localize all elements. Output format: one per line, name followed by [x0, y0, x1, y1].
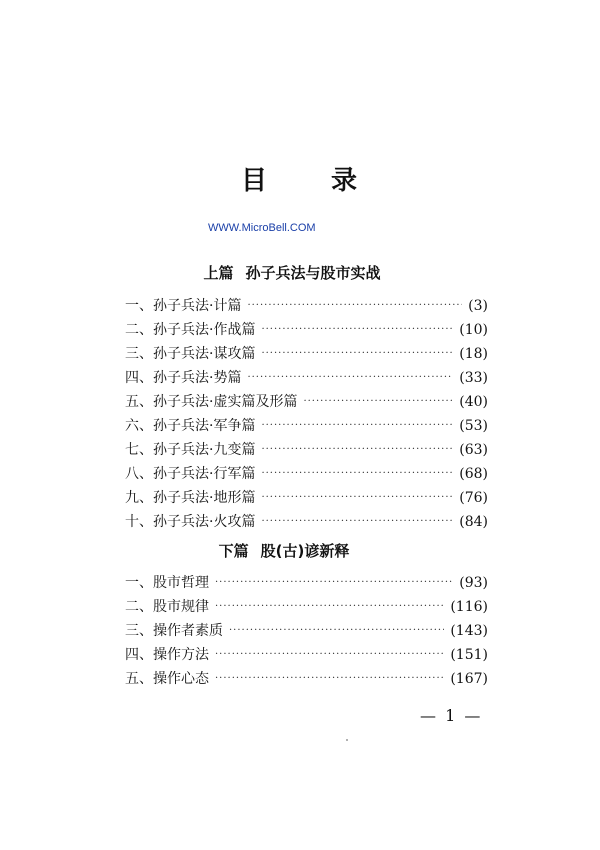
- dot-leader: [247, 366, 453, 390]
- toc-entry-label: 五、孙子兵法·虚实篇及形篇: [125, 394, 298, 410]
- page-number: — 1 —: [420, 706, 483, 725]
- toc-entry[interactable]: [125, 342, 488, 366]
- page-title: [0, 160, 600, 197]
- toc-entry[interactable]: [125, 667, 488, 691]
- toc-entry-page: (10): [459, 322, 488, 338]
- toc-entry[interactable]: [125, 486, 488, 510]
- dot-leader: [229, 619, 444, 643]
- watermark-text: WWW.MicroBell.COM: [208, 222, 316, 234]
- toc-entry[interactable]: [125, 294, 488, 318]
- toc-entry-label: 八、孙子兵法·行军篇: [125, 466, 256, 482]
- title-char-1: 目: [240, 166, 269, 196]
- toc-entry-label: 七、孙子兵法·九变篇: [125, 442, 256, 458]
- toc-entry-label: 五、操作心态: [125, 671, 209, 687]
- toc-entry-page: (40): [459, 394, 488, 410]
- part2-toc-list: [125, 571, 488, 691]
- scan-speck: [346, 739, 348, 741]
- toc-entry[interactable]: [125, 390, 488, 414]
- part1-title: 孙子兵法与股市实战: [245, 264, 381, 282]
- part2-title: 股(古)谚新释: [260, 542, 350, 560]
- toc-entry-label: 九、孙子兵法·地形篇: [125, 490, 256, 506]
- toc-entry[interactable]: [125, 571, 488, 595]
- dot-leader: [261, 414, 453, 438]
- toc-entry-page: (143): [450, 623, 488, 639]
- toc-entry[interactable]: [125, 318, 488, 342]
- dot-leader: [261, 318, 453, 342]
- dot-leader: [261, 486, 453, 510]
- toc-entry-label: 三、操作者素质: [125, 623, 223, 639]
- toc-entry[interactable]: [125, 510, 488, 534]
- title-char-2: 录: [331, 166, 360, 196]
- dot-leader: [261, 510, 453, 534]
- toc-entry[interactable]: [125, 438, 488, 462]
- toc-entry-page: (151): [450, 647, 488, 663]
- toc-entry-label: 十、孙子兵法·火攻篇: [125, 514, 256, 530]
- dot-leader: [261, 342, 453, 366]
- toc-entry-page: (3): [468, 298, 488, 314]
- toc-entry[interactable]: [125, 595, 488, 619]
- toc-entry[interactable]: [125, 643, 488, 667]
- dot-leader: [215, 571, 453, 595]
- toc-entry[interactable]: [125, 462, 488, 486]
- toc-entry-label: 二、孙子兵法·作战篇: [125, 322, 256, 338]
- part2-label: 下篇: [218, 542, 249, 560]
- part1-label: 上篇: [203, 264, 234, 282]
- toc-entry-page: (93): [459, 575, 488, 591]
- toc-entry[interactable]: [125, 619, 488, 643]
- toc-entry[interactable]: [125, 366, 488, 390]
- toc-entry-page: (68): [459, 466, 488, 482]
- toc-entry-label: 四、孙子兵法·势篇: [125, 370, 242, 386]
- part1-heading: [0, 262, 592, 283]
- toc-entry-label: 一、股市哲理: [125, 575, 209, 591]
- part1-toc-list: [125, 294, 488, 534]
- dot-leader: [247, 294, 462, 318]
- toc-entry-page: (116): [450, 599, 488, 615]
- dot-leader: [261, 462, 453, 486]
- toc-entry-label: 三、孙子兵法·谋攻篇: [125, 346, 256, 362]
- dot-leader: [303, 390, 453, 414]
- toc-entry[interactable]: [125, 414, 488, 438]
- dot-leader: [261, 438, 453, 462]
- toc-entry-page: (18): [459, 346, 488, 362]
- dot-leader: [215, 667, 444, 691]
- toc-entry-page: (76): [459, 490, 488, 506]
- toc-entry-page: (33): [459, 370, 488, 386]
- toc-entry-label: 一、孙子兵法·计篇: [125, 298, 242, 314]
- dot-leader: [215, 595, 444, 619]
- toc-entry-page: (84): [459, 514, 488, 530]
- toc-entry-label: 四、操作方法: [125, 647, 209, 663]
- part2-heading: [0, 540, 584, 561]
- toc-entry-label: 六、孙子兵法·军争篇: [125, 418, 256, 434]
- dot-leader: [215, 643, 444, 667]
- toc-entry-page: (63): [459, 442, 488, 458]
- toc-entry-page: (53): [459, 418, 488, 434]
- toc-entry-page: (167): [450, 671, 488, 687]
- toc-entry-label: 二、股市规律: [125, 599, 209, 615]
